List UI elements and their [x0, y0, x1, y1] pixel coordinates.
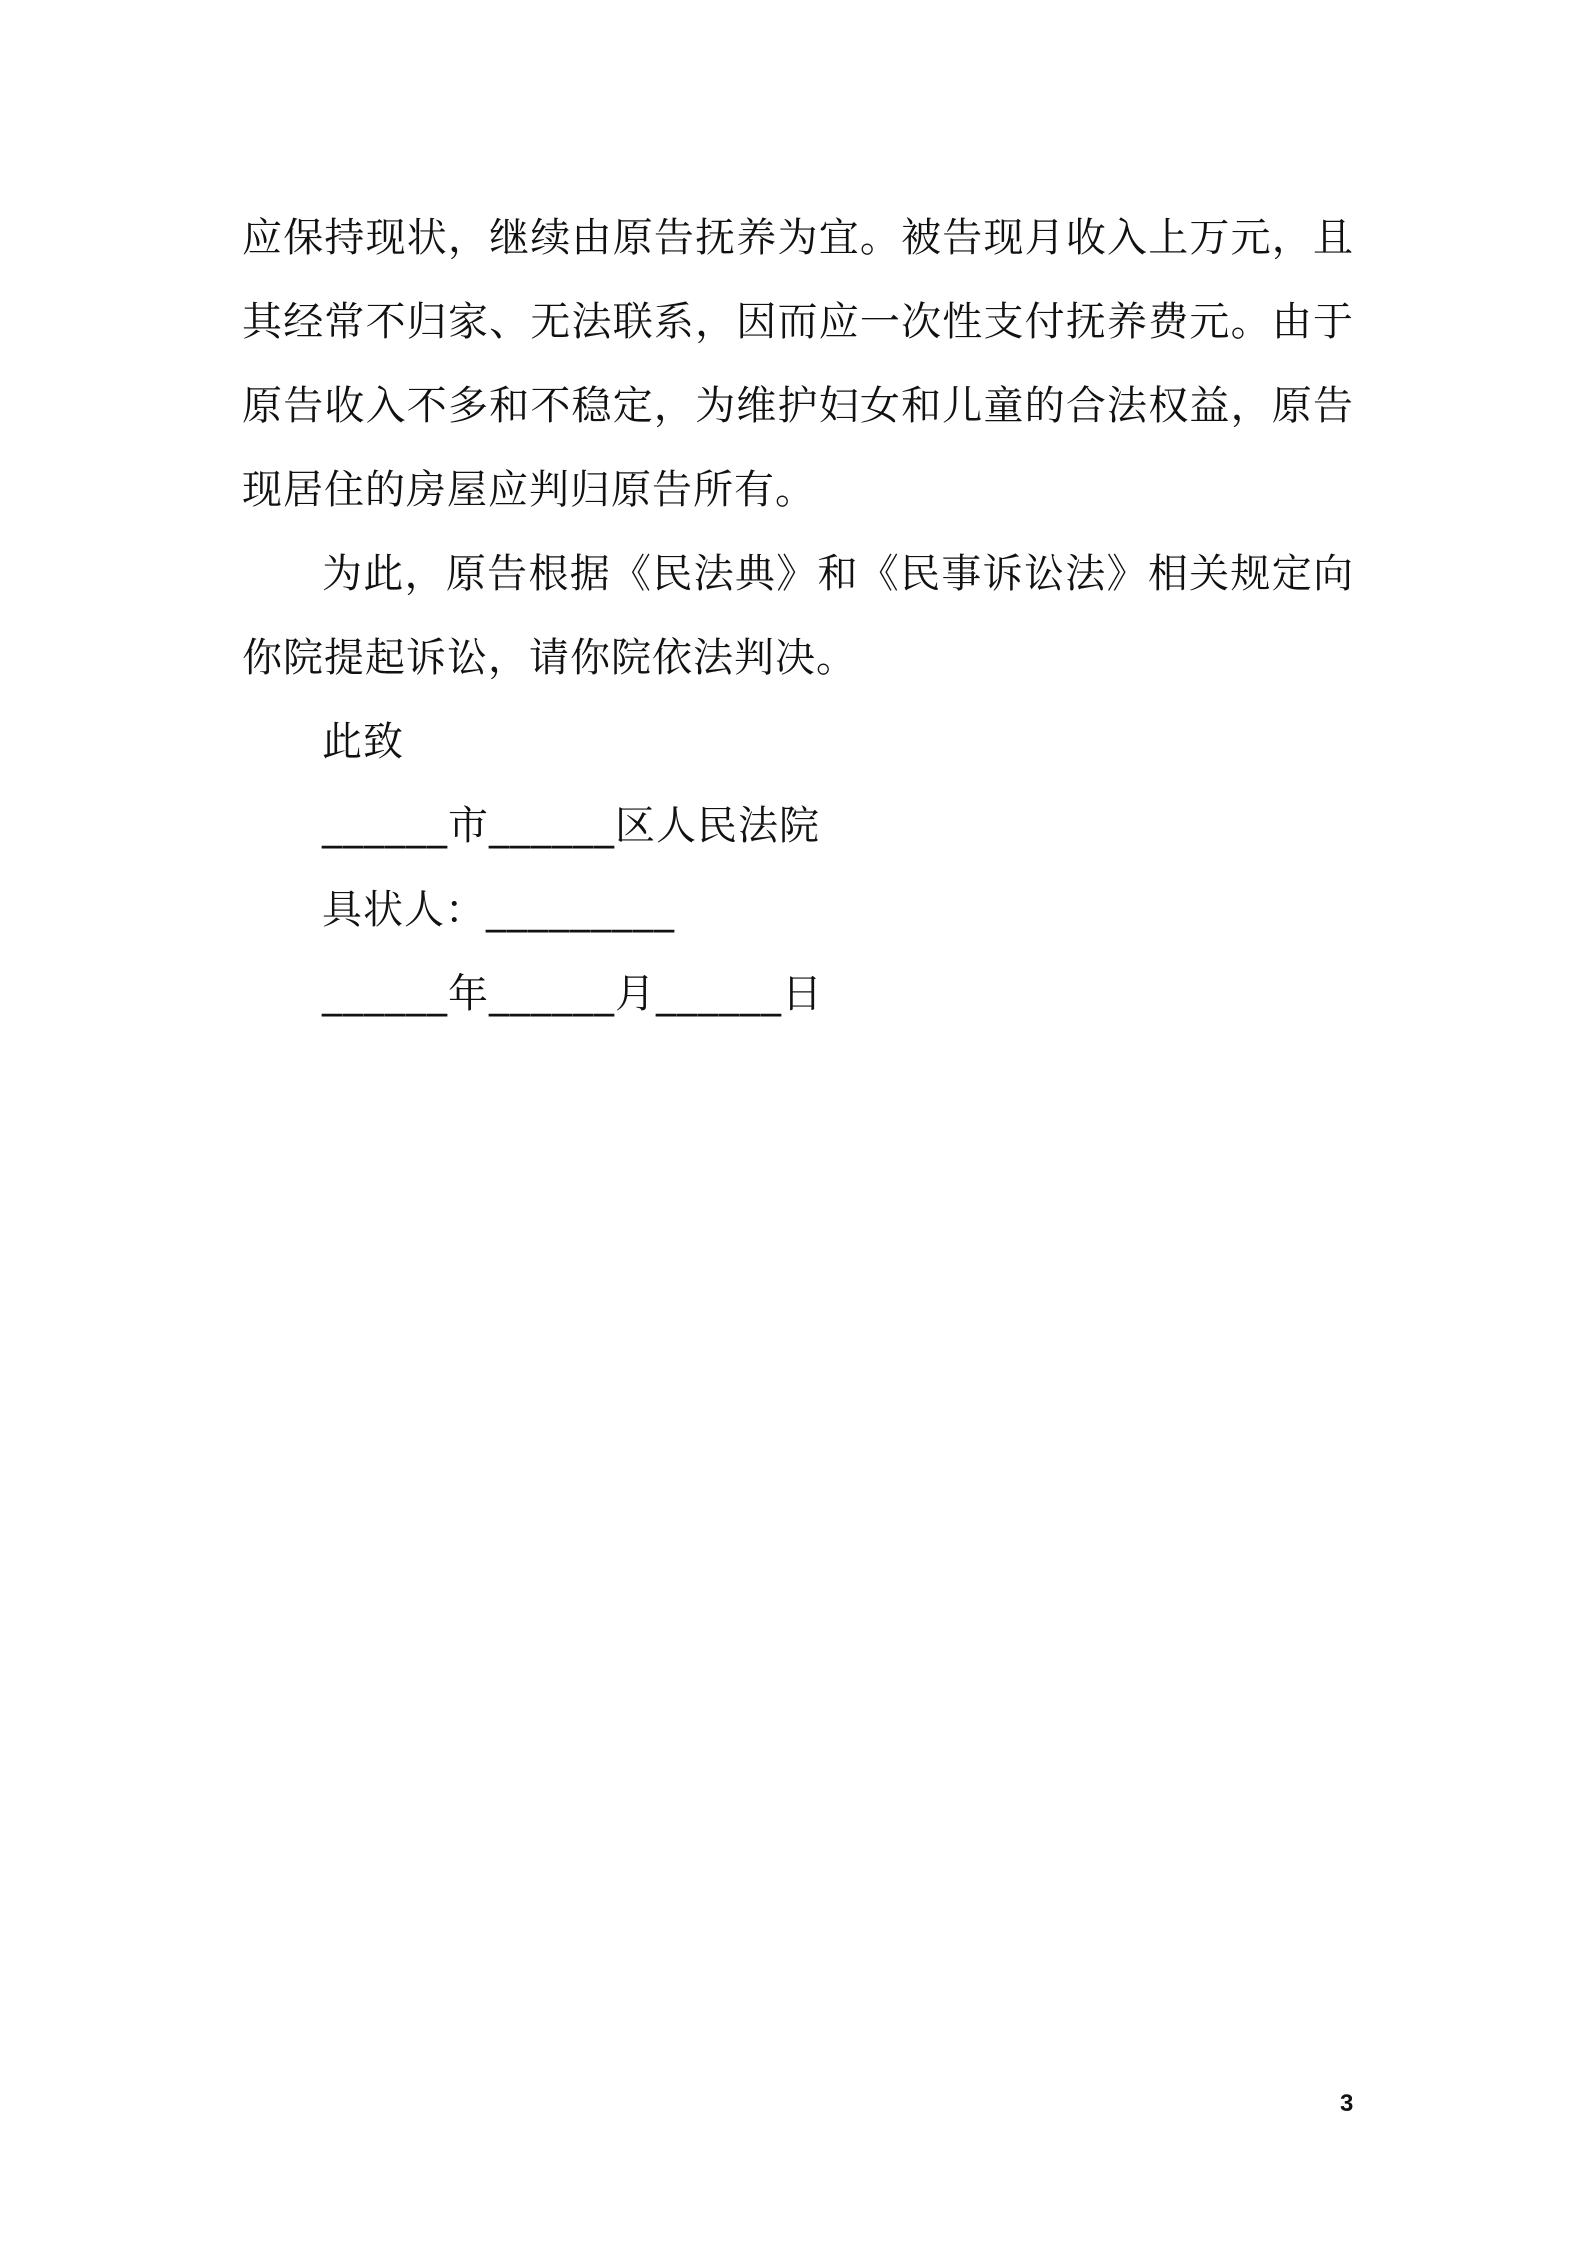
date-line: ______年______月______日 [322, 971, 823, 1017]
court-addressee: ______市______区人民法院 [322, 803, 820, 849]
paragraph-custody-property: 应保持现状，继续由原告抚养为宜。被告现月收入上万元，且其经常不归家、无法联系，因而应一次性支付抚养费元。由于原告收入不多和不稳定，为维护妇女和儿童的合法权益，原告现居住的房屋应判归原告所有。 [242, 215, 1354, 513]
paragraph-request: 为此，原告根据《民法典》和《民事诉讼法》相关规定向你院提起诉讼，请你院依法判决。 [242, 551, 1354, 681]
page-number: 3 [1340, 2090, 1354, 2117]
closing-salutation: 此致 [322, 719, 404, 765]
document-body [242, 196, 1354, 700]
signature-block [322, 700, 823, 1036]
signer-line: 具状人：_________ [322, 887, 675, 933]
